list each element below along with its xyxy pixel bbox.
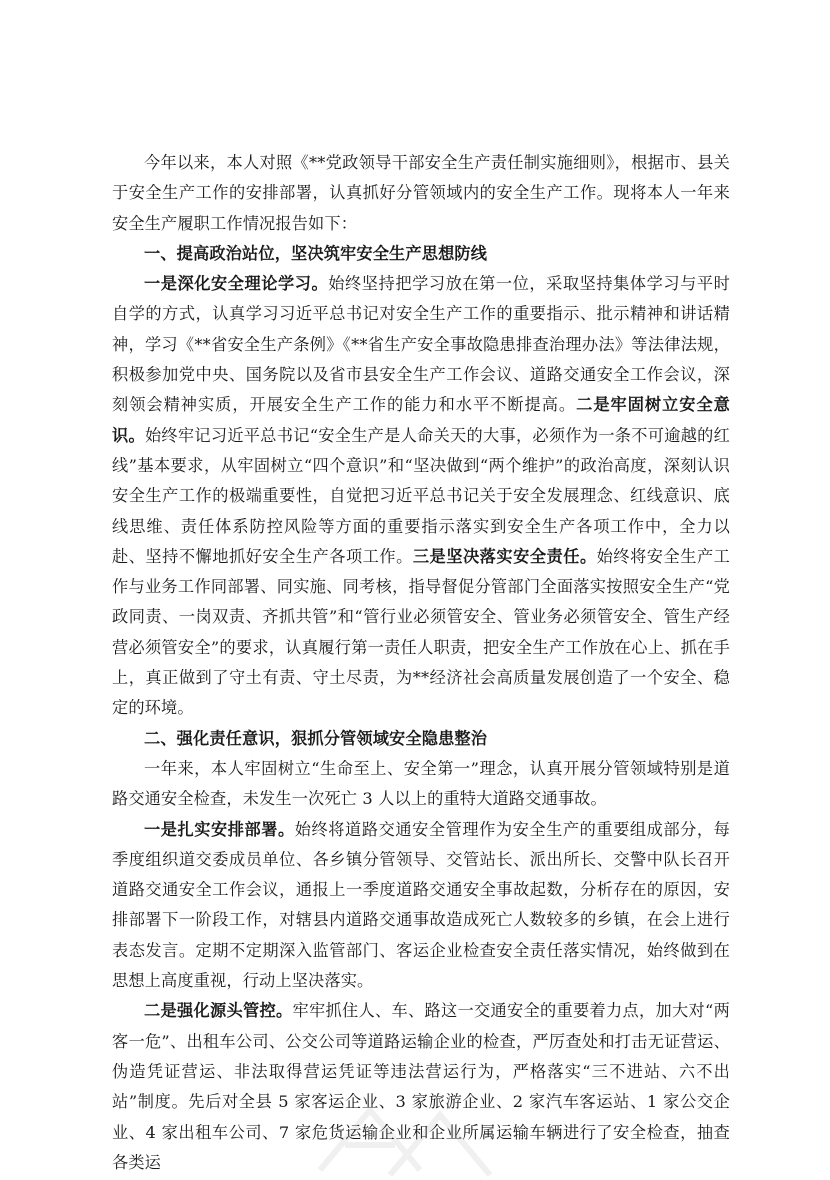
text-source-control: 牢牢抓住人、车、路这一交通安全的重要着力点，加大对“两客一危”、出租车公司、公交公司等道路运输企业的检查，严厉查处和打击无证营运、伪造凭证营运、非法取得营运凭证等违法营运行为，严格落实“三不进站、六不出站”制度。先后对全县 5 家客运企业、3 家旅游企业、2 家汽车客运站、1 家公交企业、4 家出租车公司、7 家危货运输企业和企业所属运输车辆进行了安全检查，抽查各类运 — [112, 1001, 730, 1172]
text-arrangement: 始终将道路交通安全管理作为安全生产的重要组成部分，每季度组织道交委成员单位、各乡镇分管领导、交管站长、派出所长、交警中队长召开道路交通安全工作会议，通报上一季度道路交通安全事故起数，分析存在的原因，安排部署下一阶段工作，对辖县内道路交通事故造成死亡人数较多的乡镇，在会上进行表态发言。定期不定期深入监管部门、客运企业检查安全责任落实情况，始终做到在思想上高度重视，行动上坚决落实。 — [112, 819, 730, 991]
lead-safety-responsibility: 三是坚决落实安全责任。 — [412, 546, 597, 566]
text-safety-awareness: 始终牢记习近平总书记“安全生产是人命关天的大事，必须作为一条不可逾越的红线”基本要求，从牢固树立“四个意识”和“坚决做到“两个维护”的政治高度，深刻认识安全生产工作的极端重要性，自觉把习近平总书记关于安全发展理念、红线意识、底线思维、责任体系防控风险等方面的重要指示落实到安全生产各项工作中，全力以赴、坚持不懈地抓好安全生产各项工作。 — [112, 425, 730, 566]
intro-paragraph: 今年以来，本人对照《**党政领导干部安全生产责任制实施细则》，根据市、县关于安全生产工作的安排部署，认真抓好分管领域内的安全生产工作。现将本人一年来安全生产履职工作情况报告如下： — [112, 153, 730, 233]
document-body — [112, 148, 730, 1178]
text-deepen-study: 始终坚持把学习放在第一位，采取坚持集体学习与平时自学的方式，认真学习习近平总书记对安全生产工作的重要指示、批示精神和讲话精神，学习《**省安全生产条例》《**省生产安全事故隐患排查治理办法》等法律法规，积极参加党中央、国务院以及省市县安全生产工作会议、道路交通安全工作会议，深刻领会精神实质，开展安全生产工作的能力和水平不断提高。 — [112, 274, 730, 415]
lead-deepen-study: 一是深化安全理论学习。 — [144, 274, 329, 294]
section-2-paragraph-1 — [112, 815, 730, 997]
section-2-intro-paragraph: 一年来，本人牢固树立“生命至上、安全第一”理念，认真开展分管领域特别是道路交通安全检查，未发生一次死亡 3 人以上的重特大道路交通事故。 — [112, 758, 730, 809]
section-1-heading: 一、提高政治站位，坚决筑牢安全生产思想防线 — [144, 243, 488, 263]
section-1-paragraph — [112, 269, 730, 723]
lead-safety-awareness: 二是牢固树立安全意识。 — [112, 395, 730, 445]
lead-source-control: 二是强化源头管控。 — [144, 1001, 293, 1021]
watermark-stamp — [300, 1090, 500, 1180]
section-2-heading: 二、强化责任意识，狠抓分管领域安全隐患整治 — [144, 728, 488, 748]
text-safety-responsibility: 始终将安全生产工作与业务工作同部署、同实施、同考核，指导督促分管部门全面落实按照安全生产“党政同责、一岗双责、齐抓共管”和“管行业必须管安全、管业务必须管安全、管生产经营必须管安全”的要求，认真履行第一责任人职责，把安全生产工作放在心上、抓在手上，真正做到了守土有责、守土尽责，为**经济社会高质量发展创造了一个安全、稳定的环境。 — [112, 546, 730, 718]
lead-arrangement: 一是扎实安排部署。 — [144, 819, 295, 839]
